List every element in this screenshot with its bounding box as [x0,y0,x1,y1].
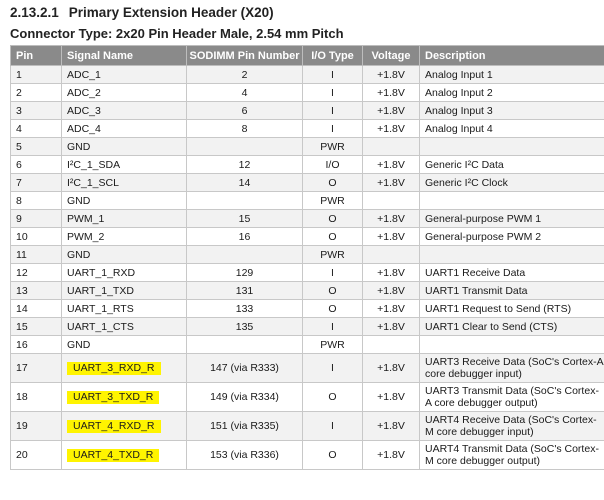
cell-pin: 2 [11,84,62,102]
table-row [11,441,604,470]
col-header-signal: Signal Name [62,46,187,66]
cell-signal: ADC_3 [62,102,187,120]
cell-description: UART1 Transmit Data [420,282,604,300]
cell-io-type: O [303,174,363,192]
cell-signal: GND [62,138,187,156]
table-row [11,412,604,441]
cell-description: UART1 Request to Send (RTS) [420,300,604,318]
cell-io-type: O [303,441,363,470]
cell-pin: 5 [11,138,62,156]
cell-pin: 11 [11,246,62,264]
cell-description: UART4 Receive Data (SoC's Cortex-M core debugger input) [420,412,604,441]
cell-signal: ADC_2 [62,84,187,102]
cell-sodimm: 151 (via R335) [187,412,303,441]
cell-io-type: I [303,102,363,120]
table-row [11,354,604,383]
table-row [11,318,604,336]
cell-sodimm: 147 (via R333) [187,354,303,383]
col-header-pin: Pin [11,46,62,66]
cell-description: Analog Input 4 [420,120,604,138]
cell-pin: 14 [11,300,62,318]
cell-voltage: +1.8V [363,156,420,174]
cell-voltage [363,246,420,264]
cell-voltage: +1.8V [363,282,420,300]
cell-voltage: +1.8V [363,441,420,470]
table-row [11,228,604,246]
cell-description: Generic I²C Data [420,156,604,174]
cell-pin: 12 [11,264,62,282]
cell-sodimm: 129 [187,264,303,282]
cell-sodimm: 16 [187,228,303,246]
cell-sodimm: 8 [187,120,303,138]
cell-sodimm: 135 [187,318,303,336]
cell-signal: PWM_2 [62,228,187,246]
cell-pin: 8 [11,192,62,210]
cell-io-type: PWR [303,246,363,264]
table-row [11,138,604,156]
table-row [11,192,604,210]
pinout-table [10,45,604,470]
cell-description [420,246,604,264]
cell-signal [62,412,187,441]
cell-signal: UART_1_RTS [62,300,187,318]
table-row [11,300,604,318]
cell-description: General-purpose PWM 1 [420,210,604,228]
table-row [11,264,604,282]
cell-pin: 10 [11,228,62,246]
cell-sodimm: 6 [187,102,303,120]
cell-description: UART3 Transmit Data (SoC's Cortex-A core debugger output) [420,383,604,412]
cell-description: UART3 Receive Data (SoC's Cortex-A core debugger input) [420,354,604,383]
section-number: 2.13.2.1 [10,5,59,20]
cell-signal [62,354,187,383]
cell-voltage [363,336,420,354]
cell-sodimm: 131 [187,282,303,300]
cell-pin: 17 [11,354,62,383]
table-header-row [11,46,604,66]
cell-pin: 3 [11,102,62,120]
cell-description [420,138,604,156]
cell-voltage: +1.8V [363,228,420,246]
cell-io-type: I [303,84,363,102]
highlighted-signal: UART_4_TXD_R [67,449,159,462]
cell-description [420,192,604,210]
cell-signal: I²C_1_SCL [62,174,187,192]
cell-sodimm [187,246,303,264]
cell-io-type: O [303,383,363,412]
cell-signal: UART_1_CTS [62,318,187,336]
table-row [11,210,604,228]
cell-description: Analog Input 3 [420,102,604,120]
section-heading [10,5,274,20]
cell-signal: GND [62,246,187,264]
cell-signal [62,383,187,412]
cell-io-type: O [303,228,363,246]
cell-sodimm: 2 [187,66,303,84]
cell-io-type: O [303,210,363,228]
col-header-voltage: Voltage [363,46,420,66]
cell-io-type: O [303,300,363,318]
cell-pin: 19 [11,412,62,441]
cell-voltage [363,138,420,156]
cell-pin: 20 [11,441,62,470]
cell-description: Generic I²C Clock [420,174,604,192]
cell-voltage: +1.8V [363,120,420,138]
cell-sodimm: 14 [187,174,303,192]
cell-signal: UART_1_TXD [62,282,187,300]
cell-description: Analog Input 2 [420,84,604,102]
cell-voltage: +1.8V [363,210,420,228]
table-row [11,383,604,412]
section-title: Primary Extension Header (X20) [68,5,274,20]
table-row [11,66,604,84]
cell-signal: PWM_1 [62,210,187,228]
table-body [11,66,604,470]
cell-description: UART1 Receive Data [420,264,604,282]
cell-voltage: +1.8V [363,354,420,383]
cell-sodimm: 4 [187,84,303,102]
cell-signal: ADC_4 [62,120,187,138]
cell-voltage: +1.8V [363,412,420,441]
table-row [11,174,604,192]
cell-sodimm [187,192,303,210]
cell-voltage: +1.8V [363,264,420,282]
cell-description: Analog Input 1 [420,66,604,84]
cell-pin: 6 [11,156,62,174]
cell-sodimm [187,138,303,156]
cell-voltage: +1.8V [363,102,420,120]
cell-io-type: PWR [303,192,363,210]
table-row [11,282,604,300]
highlighted-signal: UART_3_RXD_R [67,362,161,375]
cell-io-type: PWR [303,138,363,156]
cell-pin: 13 [11,282,62,300]
cell-signal: GND [62,192,187,210]
cell-io-type: O [303,282,363,300]
cell-voltage: +1.8V [363,84,420,102]
cell-pin: 1 [11,66,62,84]
cell-signal: GND [62,336,187,354]
table-row [11,156,604,174]
cell-io-type: I/O [303,156,363,174]
cell-signal: ADC_1 [62,66,187,84]
col-header-io: I/O Type [303,46,363,66]
cell-io-type: I [303,120,363,138]
cell-signal [62,441,187,470]
highlighted-signal: UART_4_RXD_R [67,420,161,433]
col-header-sodimm: SODIMM Pin Number [187,46,303,66]
cell-pin: 15 [11,318,62,336]
cell-description: General-purpose PWM 2 [420,228,604,246]
cell-voltage: +1.8V [363,174,420,192]
table-row [11,120,604,138]
cell-pin: 18 [11,383,62,412]
table-row [11,246,604,264]
col-header-description: Description [420,46,604,66]
cell-pin: 4 [11,120,62,138]
cell-description: UART1 Clear to Send (CTS) [420,318,604,336]
cell-io-type: I [303,412,363,441]
cell-io-type: I [303,318,363,336]
cell-pin: 7 [11,174,62,192]
cell-io-type: I [303,354,363,383]
cell-signal: UART_1_RXD [62,264,187,282]
table-row [11,84,604,102]
table-row [11,102,604,120]
cell-sodimm: 12 [187,156,303,174]
cell-sodimm: 133 [187,300,303,318]
cell-voltage: +1.8V [363,318,420,336]
cell-io-type: PWR [303,336,363,354]
cell-description: UART4 Transmit Data (SoC's Cortex-M core debugger output) [420,441,604,470]
cell-sodimm: 153 (via R336) [187,441,303,470]
cell-voltage: +1.8V [363,383,420,412]
connector-type: Connector Type: 2x20 Pin Header Male, 2.54 mm Pitch [10,26,344,41]
cell-description [420,336,604,354]
cell-voltage [363,192,420,210]
cell-signal: I²C_1_SDA [62,156,187,174]
cell-pin: 9 [11,210,62,228]
table-row [11,336,604,354]
cell-voltage: +1.8V [363,300,420,318]
cell-voltage: +1.8V [363,66,420,84]
cell-io-type: I [303,264,363,282]
highlighted-signal: UART_3_TXD_R [67,391,159,404]
cell-io-type: I [303,66,363,84]
cell-sodimm: 15 [187,210,303,228]
cell-sodimm: 149 (via R334) [187,383,303,412]
cell-pin: 16 [11,336,62,354]
cell-sodimm [187,336,303,354]
